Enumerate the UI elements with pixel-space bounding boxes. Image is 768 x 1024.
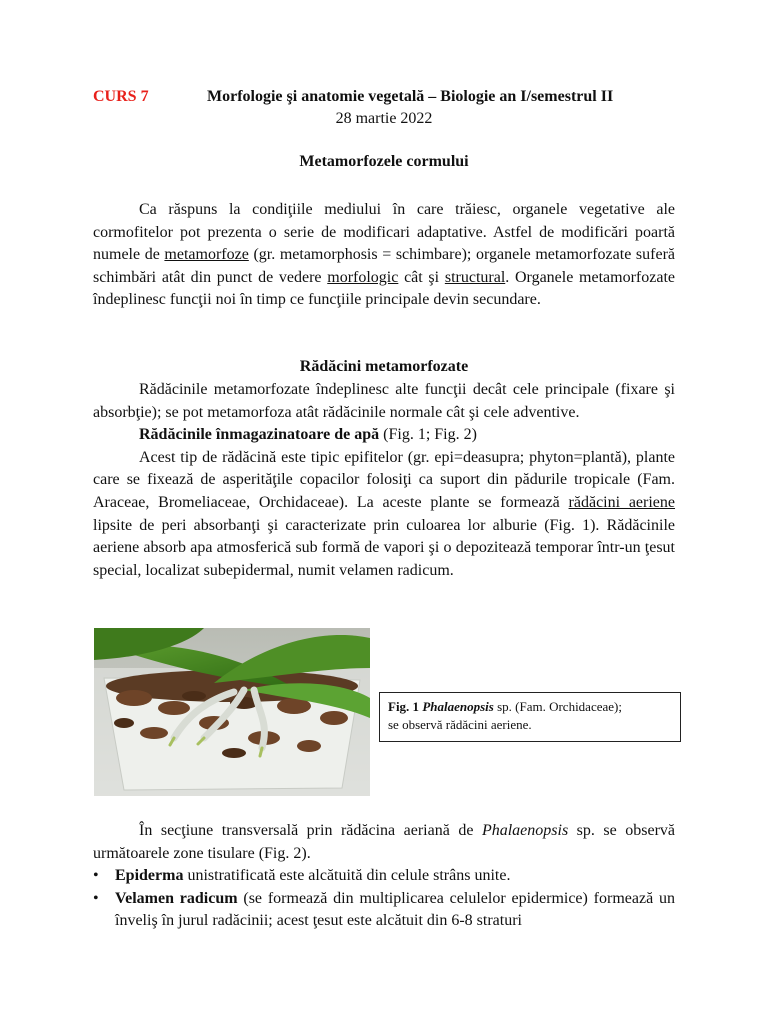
bullet-dot: •	[93, 889, 99, 907]
caption-line-2: se observă rădăcini aeriene.	[388, 717, 532, 732]
intro-text-3: cât şi	[398, 268, 445, 286]
bullet-dot: •	[93, 867, 99, 884]
caption-rest-1: sp. (Fam. Orchidaceae);	[493, 699, 622, 714]
roots-paragraph-2	[93, 447, 675, 583]
orchid-illustration	[94, 628, 370, 796]
subheading-ref: (Fig. 1; Fig. 2)	[379, 426, 477, 444]
course-title: Morfologie şi anatomie vegetală – Biologie an I/semestrul II	[207, 88, 614, 105]
course-date	[0, 110, 768, 128]
roots-p2-text-b: lipsite de peri absorbanţi şi caracterizate prin culoarea lor alburie (Fig. 1). Rădăcinile aeriene absorb apa atmosferică sub formă de vapori şi o depozitează temporar într-un ţesut special, localizat subepidermal, numit velamen radicum.	[93, 516, 675, 579]
bullet-term: Epiderma	[115, 867, 184, 884]
intro-text-1: Ca răspuns la condiţiile mediului în care trăiesc, organele vegetative ale cormofitelor pot prezenta o serie de modificari adaptative. Astfel de modificări poartă numele de	[93, 201, 675, 264]
bullet-text: (se formează din multiplicarea celulelor epidermice) formează un înveliş în jurul radăcinii; acest ţesut este alcătuit din 6-8 straturi	[115, 889, 676, 930]
roots-subheading	[93, 424, 675, 447]
subheading-bold: Rădăcinile înmagazinatoare de apă	[139, 426, 380, 444]
intro-text-4: . Organele metamorfozate îndeplinesc funcţii noi în timp ce funcţiile principale devin secundare.	[93, 268, 675, 309]
term-morfologic: morfologic	[327, 268, 399, 286]
caption-line-1	[388, 698, 672, 716]
list-item	[93, 888, 675, 933]
roots-p2-text-a: Acest tip de rădăcină este tipic epifitelor (gr. epi=deasupra; phyton=plantă), plante care se fixează de asperităţile copacilor folosiţi ca suport din pădurile tropicale (Fam. Araceae, Bromeliaceae, Orchidaceae). La aceste plante se formează	[93, 448, 675, 511]
course-number: CURS 7	[93, 88, 149, 105]
bullet-term: Velamen radicum	[115, 889, 238, 907]
list-item	[93, 865, 675, 888]
section-title: Metamorfozele cormului	[299, 153, 469, 170]
term-radacini-aeriene: rădăcini aeriene	[568, 493, 676, 511]
section2-text-b: sp. se observă următoarele zone tisulare (Fig. 2).	[93, 822, 676, 862]
bullet-text: unistratificată este alcătuită din celule strâns unite.	[183, 867, 511, 884]
orchid-photo	[94, 628, 370, 796]
term-metamorfoze: metamorfoze	[164, 246, 249, 264]
roots-paragraph-1: Rădăcinile metamorfozate îndeplinesc alte funcţii decât cele principale (fixare şi absorbţie); se pot metamorfoza atât rădăcinile normale cât şi cele adventive.	[93, 381, 675, 421]
figure-species: Phalaenopsis	[422, 699, 494, 714]
section2-text-a: În secţiune transversală prin rădăcina aeriană de	[139, 822, 482, 839]
figure-label: Fig. 1	[388, 699, 420, 714]
figure-caption	[379, 692, 681, 742]
section2-paragraph	[93, 820, 675, 865]
term-structural: structural	[444, 268, 506, 286]
tissue-list	[93, 865, 675, 933]
intro-paragraph	[93, 199, 675, 312]
roots-heading: Rădăcini metamorfozate	[299, 358, 469, 375]
section2-species: Phalaenopsis	[481, 822, 569, 839]
date-text: 28 martie 2022	[335, 110, 433, 127]
roots-section	[93, 379, 675, 582]
intro-text-2: (gr. metamorphosis = schimbare); organele metamorfozate suferă schimbări atât din punct de vedere	[93, 246, 675, 286]
